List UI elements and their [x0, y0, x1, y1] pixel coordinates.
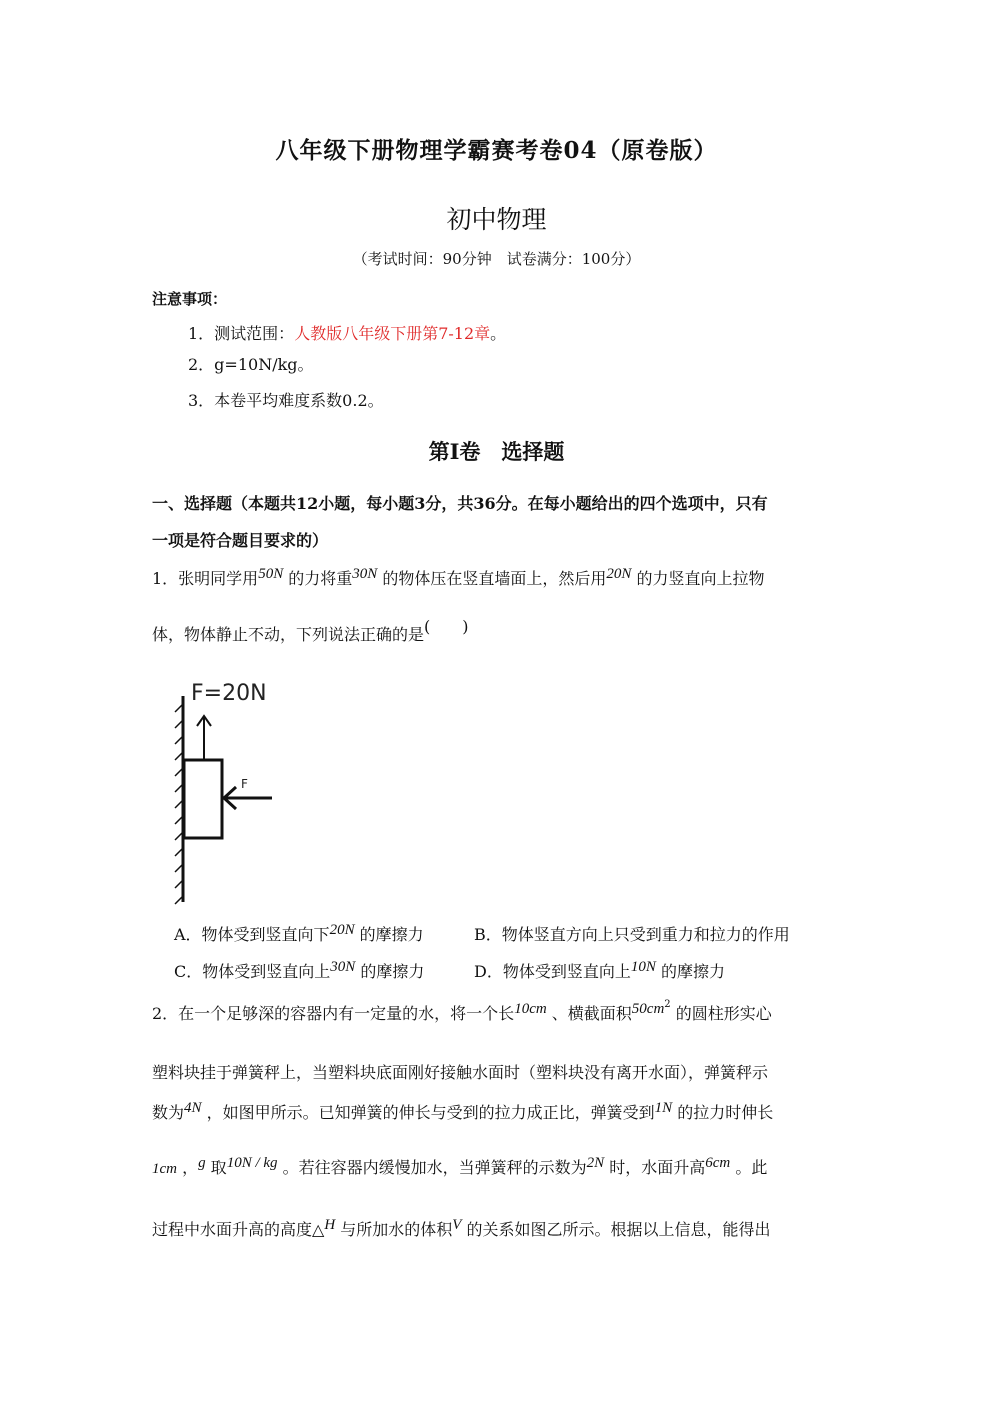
q2-math-2n: 2N [586, 1155, 605, 1171]
q2-l3-text-c: 的拉力时伸长 [672, 1103, 774, 1122]
exam-info: （考试时间：90分钟 试卷满分：100分） [352, 250, 641, 268]
q1-text-c: 的物体压在竖直墙面上，然后用 [377, 569, 607, 588]
subject-title: 初中物理 [446, 205, 547, 234]
q2-math-6cm: 6cm [705, 1155, 731, 1171]
note-item-2: 2．g=10N/kg。 [188, 355, 314, 374]
q2-math-sup: 2 [664, 998, 671, 1010]
note-item-1-prefix: 1．测试范围： [188, 324, 295, 343]
question-1-line-1 [152, 566, 765, 589]
option-d [474, 959, 725, 982]
q2-l4-text-d: 时，水面升高 [604, 1158, 706, 1177]
option-c-math: 30N [330, 959, 356, 975]
question-2-line-3 [152, 1100, 773, 1123]
option-d-text-b: 的摩擦力 [655, 962, 725, 981]
option-a [174, 922, 424, 945]
q1-text-a: 1．张明同学用 [152, 569, 259, 588]
q2-math-1n: 1N [654, 1100, 673, 1116]
section-title: 第Ⅰ卷 选择题 [428, 439, 565, 464]
notes-heading: 注意事项： [152, 290, 228, 308]
question-1-line-2 [152, 617, 469, 645]
q2-text-b: 、横截面积 [546, 1004, 632, 1023]
note-item-3: 3．本卷平均难度系数0.2。 [188, 391, 384, 410]
q2-math-g: g [198, 1155, 206, 1171]
option-c-text-b: 的摩擦力 [355, 962, 425, 981]
q2-math-4n: 4N [184, 1100, 202, 1116]
q1-math-50n: 50N [258, 566, 284, 582]
q2-l4-text-c: 。若往容器内缓慢加水，当弹簧秤的示数为 [277, 1158, 587, 1177]
q2-l5-text-b: 与所加水的体积 [335, 1220, 453, 1239]
q2-l4-text-e: 。此 [730, 1158, 768, 1177]
upward-force-arrow [197, 716, 211, 760]
q2-l3-text-b: ，如图甲所示。已知弹簧的伸长与受到的拉力成正比，弹簧受到 [201, 1103, 655, 1122]
q1-math-30n: 30N [352, 566, 378, 582]
q1-math-20n: 20N [606, 566, 632, 582]
q2-l4-text-b: 取 [205, 1158, 227, 1177]
q2-math-50cm: 50cm [631, 1001, 665, 1017]
option-d-text: D．物体受到竖直向上 [474, 962, 631, 981]
option-b: B．物体竖直方向上只受到重力和拉力的作用 [474, 925, 790, 944]
option-c [174, 959, 424, 982]
q2-math-v: V [452, 1217, 462, 1233]
q2-text-c: 的圆柱形实心 [670, 1004, 772, 1023]
page-title: 八年级下册物理学霸赛考卷04（原卷版） [275, 137, 718, 164]
note-item-1-suffix: 。 [490, 324, 507, 343]
q2-math-10nkg: 10N / kg [226, 1155, 278, 1171]
q1-text-d: 的力竖直向上拉物 [631, 569, 765, 588]
pressing-force-arrow [224, 787, 272, 809]
question-2-line-1 [152, 998, 772, 1024]
option-a-text-b: 的摩擦力 [354, 925, 424, 944]
note-item-1-scope: 人教版八年级下册第7-12章 [294, 324, 491, 343]
q2-l5-text-c: 的关系如图乙所示。根据以上信息，能得出 [461, 1220, 771, 1239]
block [184, 760, 222, 838]
q2-text-a: 2．在一个足够深的容器内有一定量的水，将一个长 [152, 1004, 515, 1023]
question-2-line-2: 塑料块挂于弹簧秤上，当塑料块底面刚好接触水面时（塑料块没有离开水面），弹簧秤示 [152, 1063, 769, 1082]
option-d-math: 10N [630, 959, 656, 975]
q2-l5-text-a: 过程中水面升高的高度△ [152, 1220, 325, 1239]
option-c-text: C．物体受到竖直向上 [174, 962, 331, 981]
answer-parentheses: ( ) [424, 617, 469, 636]
force-side-label: F [241, 777, 248, 791]
q1-text-line2: 体，物体静止不动，下列说法正确的是 [152, 625, 425, 644]
q2-math-10cm: 10cm [514, 1001, 547, 1017]
question-2-line-4 [152, 1155, 767, 1178]
force-up-label: F=20N [191, 681, 267, 706]
q1-text-b: 的力将重 [283, 569, 353, 588]
q2-math-1cm: 1cm [152, 1161, 177, 1177]
section-heading-line-1: 一、选择题（本题共12小题，每小题3分，共36分。在每小题给出的四个选项中，只有 [152, 494, 768, 513]
q2-l4-text-a: ， [177, 1158, 199, 1177]
q1-force-diagram [166, 676, 296, 908]
option-a-math: 20N [329, 922, 355, 938]
section-heading-line-2: 一项是符合题目要求的） [152, 531, 329, 550]
option-a-text: A．物体受到竖直向下 [174, 925, 330, 944]
q2-l3-text-a: 数为 [152, 1103, 185, 1122]
q2-math-h: H [324, 1217, 336, 1233]
question-2-line-5 [152, 1217, 771, 1240]
note-item-1 [188, 321, 506, 344]
